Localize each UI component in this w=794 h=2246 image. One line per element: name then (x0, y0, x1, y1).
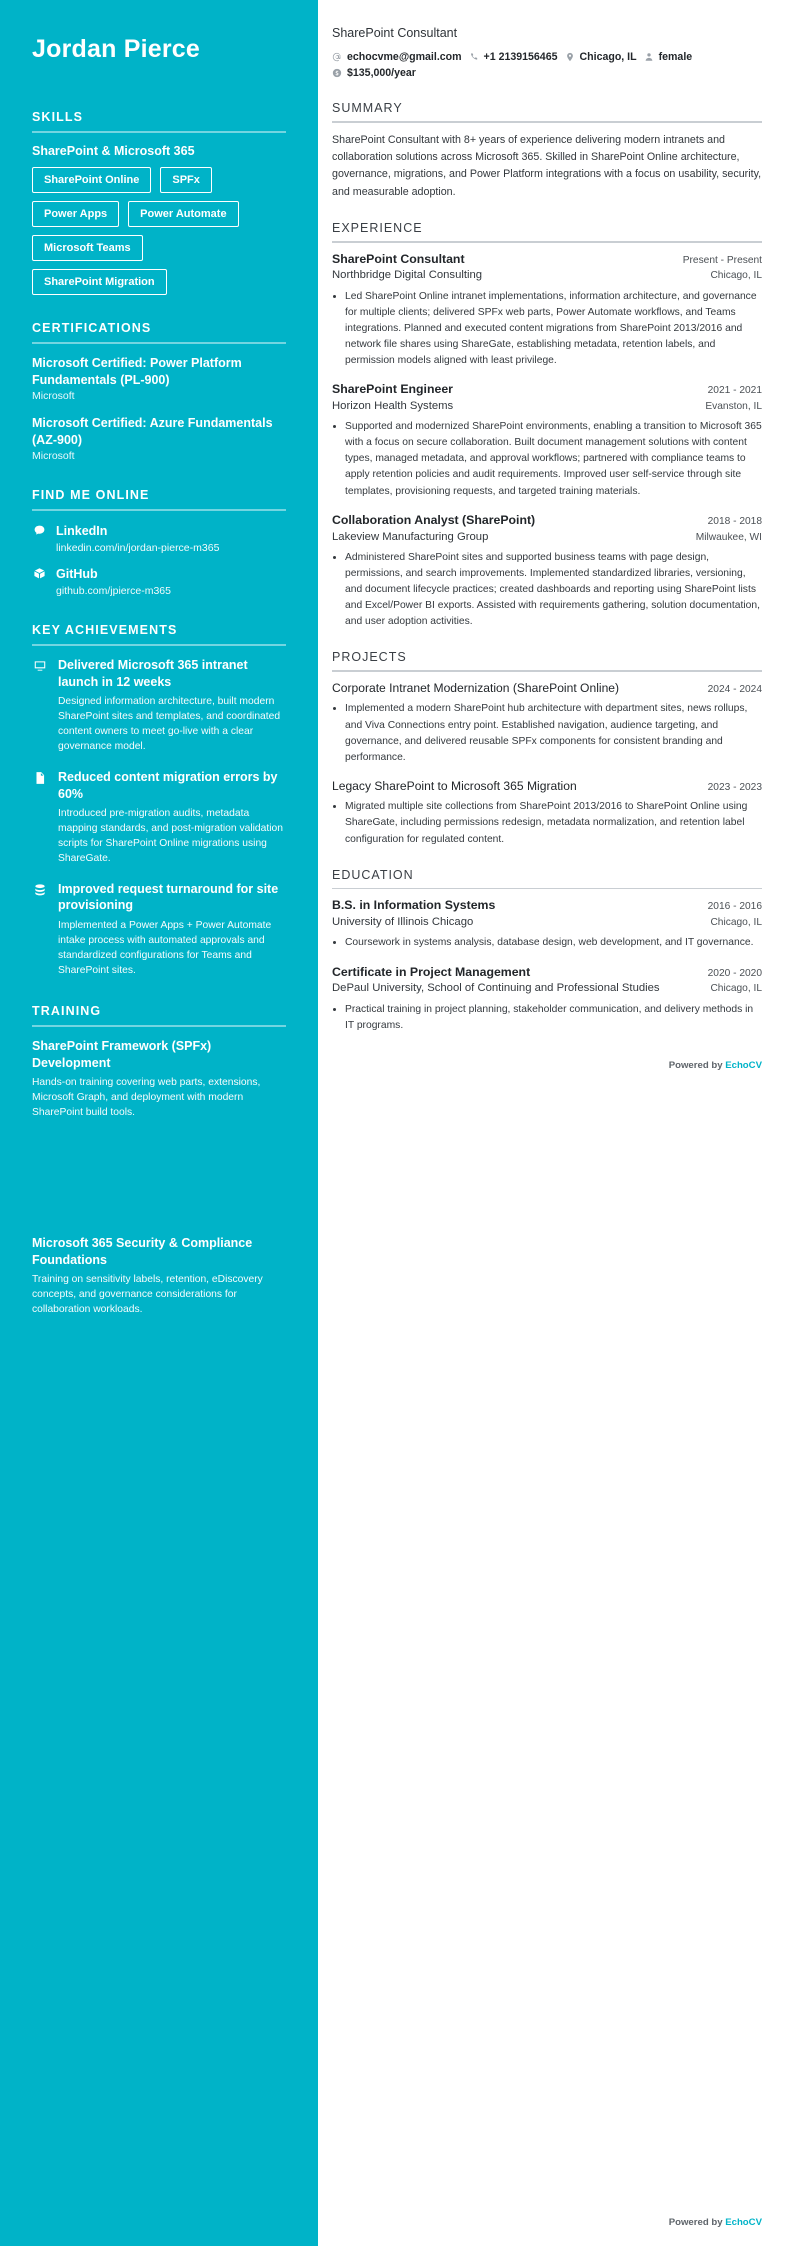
certification-name: Microsoft Certified: Power Platform Fundamentals (PL-900) (32, 356, 242, 387)
entry-title: SharePoint Engineer (332, 382, 453, 397)
phone-icon (469, 52, 479, 62)
education-heading: EDUCATION (332, 867, 414, 882)
achievement-description: Implemented a Power Apps + Power Automate intake process with automated approvals and standardized configurations for Teams and SharePoint sites. (58, 919, 272, 976)
entry-organization: Lakeview Manufacturing Group (332, 530, 489, 543)
bullet: • Implemented a modern SharePoint hub architecture with department sites, news rollups, and Viva Connections entry point. Established navigation, audience targeting, and governance, and delivered reusable SPFx components for consistent branding and performance. (345, 701, 762, 765)
divider (32, 131, 286, 133)
section-education (332, 868, 762, 1034)
certification-name: Microsoft Certified: Azure Fundamentals (AZ-900) (32, 416, 273, 447)
contact-value: +1 2139156465 (483, 51, 558, 63)
link-text-block (56, 565, 171, 597)
main-content (318, 0, 794, 2246)
linkedin-chat-icon (32, 524, 47, 537)
entry-title: Legacy SharePoint to Microsoft 365 Migration (332, 778, 577, 793)
achievement-item (32, 881, 286, 979)
headline-job-title: SharePoint Consultant (332, 26, 458, 40)
bullet: • Led SharePoint Online intranet implementations, information architecture, and governance for multiple clients; delivered SPFx web parts, Power Automate workflows, and Teams integrations. Planned and executed content migrations from SharePoint 2013/2016 and network file shares using ShareGate, establishing metadata, retention labels, and permission models aligned with least privilege. (345, 289, 762, 369)
entry-bullets (332, 289, 762, 369)
skill-group-title: SharePoint & Microsoft 365 (32, 144, 195, 158)
link-label: LinkedIn (56, 524, 108, 539)
experience-entry (332, 382, 762, 500)
achievement-text-block (58, 769, 286, 867)
contact-value: female (658, 51, 693, 63)
bullet: • Administered SharePoint sites and supported business teams with page design, permissions, and search improvements. Implemented standardized libraries, versioning, and document lifecycle practices; created dashboards and reporting using SharePoint lists and Excel/Power BI exports. Assisted with requirements gathering, solution documentation, and user adoption activities. (345, 550, 762, 630)
achievement-title: Delivered Microsoft 365 intranet launch in 12 weeks (58, 658, 248, 689)
entry-date: 2021 - 2021 (707, 385, 762, 397)
entry-organization: Horizon Health Systems (332, 400, 454, 413)
powered-by-brand: EchoCV (725, 1059, 762, 1071)
entry-sub (332, 399, 762, 414)
entry-head (332, 252, 762, 268)
project-entry (332, 779, 762, 848)
entry-organization: DePaul University, School of Continuing and Professional Studies (332, 982, 660, 995)
training-title: Microsoft 365 Security & Compliance Foundations (32, 1236, 253, 1267)
page-footer-powered-by (669, 2217, 762, 2228)
achievement-description: Introduced pre-migration audits, metadata mapping standards, and post-migration validation scripts for SharePoint Online migrations using ShareGate. (58, 808, 283, 864)
training-item (32, 1038, 286, 1121)
link-item-linkedin[interactable] (32, 522, 286, 554)
projects-heading: PROJECTS (332, 650, 407, 665)
achievement-title: Improved request turnaround for site provisioning (58, 881, 279, 913)
entry-head (332, 382, 762, 398)
certification-issuer: Microsoft (32, 390, 75, 403)
divider (32, 342, 286, 344)
candidate-name: Jordan Pierce (32, 35, 200, 63)
entry-title: Collaboration Analyst (SharePoint) (332, 512, 536, 527)
database-icon (32, 883, 48, 979)
sidebar (0, 0, 318, 2246)
contact-value: Chicago, IL (579, 51, 637, 63)
bullet: • Practical training in project planning, stakeholder communication, and delivery methods in IT programs. (345, 1002, 762, 1034)
contact-value: $135,000/year (347, 67, 416, 79)
training-item (32, 1235, 286, 1318)
sidebar-section-skills (32, 110, 286, 295)
entry-head (332, 965, 762, 981)
experience-heading: EXPERIENCE (332, 220, 423, 235)
powered-by-prefix: Powered by (668, 1059, 726, 1071)
powered-by-note (332, 1060, 762, 1071)
education-entry (332, 965, 762, 1034)
education-entry (332, 898, 762, 951)
contact-value: echocvme@gmail.com (347, 51, 462, 63)
certifications-heading: CERTIFICATIONS (32, 321, 152, 336)
section-experience (332, 221, 762, 630)
entry-title: B.S. in Information Systems (332, 898, 496, 913)
contact-phone[interactable] (469, 51, 558, 63)
file-document-icon (32, 771, 48, 867)
entry-location: Chicago, IL (710, 917, 762, 929)
salary-icon (332, 68, 342, 78)
entry-date: 2016 - 2016 (707, 901, 762, 913)
powered-by-prefix: Powered by (668, 2217, 726, 2228)
sidebar-section-find-me-online (32, 488, 286, 597)
link-item-github[interactable] (32, 565, 286, 597)
entry-location: Evanston, IL (705, 401, 762, 413)
achievement-item (32, 769, 286, 867)
entry-bullets (332, 701, 762, 765)
training-description: Hands-on training covering web parts, extensions, Microsoft Graph, and deployment with modern SharePoint build tools. (32, 1077, 261, 1119)
skill-chip: Microsoft Teams (32, 235, 143, 261)
divider (32, 1025, 286, 1027)
training-description: Training on sensitivity labels, retention, eDiscovery concepts, and governance considerations for collaboration workloads. (32, 1274, 263, 1316)
entry-bullets (332, 935, 762, 951)
entry-location: Chicago, IL (710, 983, 762, 995)
entry-date: 2020 - 2020 (707, 967, 762, 979)
entry-location: Chicago, IL (710, 270, 762, 282)
github-box-icon (32, 567, 47, 580)
experience-entry (332, 252, 762, 370)
email-icon (332, 52, 342, 62)
entry-date: 2018 - 2018 (707, 515, 762, 527)
contact-salary (332, 67, 762, 79)
divider (32, 644, 286, 646)
certification-item (32, 415, 286, 462)
key-achievements-heading: KEY ACHIEVEMENTS (32, 623, 178, 638)
entry-bullets (332, 550, 762, 630)
entry-sub (332, 268, 762, 283)
link-url: github.com/jpierce-m365 (56, 585, 171, 598)
certification-issuer: Microsoft (32, 450, 75, 463)
entry-bullets (332, 799, 762, 847)
skill-chip: SharePoint Migration (32, 269, 167, 295)
training-spacer (32, 1139, 286, 1235)
skills-heading: SKILLS (32, 110, 84, 124)
certification-item (32, 355, 286, 402)
find-me-online-heading: FIND ME ONLINE (32, 488, 150, 503)
section-projects (332, 650, 762, 847)
divider (332, 670, 762, 672)
divider (332, 121, 762, 123)
achievement-text-block (58, 881, 286, 979)
entry-sub (332, 915, 762, 930)
entry-title: Corporate Intranet Modernization (SharePoint Online) (332, 680, 620, 695)
skill-chip: SPFx (160, 167, 212, 193)
bullet: • Supported and modernized SharePoint environments, enabling a transition to Microsoft 365 with a focus on secure collaboration. Built document management solutions with content types, managed metadata, and approval workflows; partnered with compliance teams to apply retention policies and audit requirements. Improved user self-service through site templates, provisioning requests, and targeted training materials. (345, 419, 762, 499)
divider (32, 509, 286, 511)
achievement-description: Designed information architecture, built modern SharePoint sites and templates, and coordinated content owners to meet go-live with a clear governance model. (58, 696, 281, 753)
bullet: • Migrated multiple site collections from SharePoint 2013/2016 to SharePoint Online using ShareGate, including permissions redesign, metadata normalization, and retention label configuration for regulated content. (345, 799, 762, 847)
section-summary (332, 101, 762, 201)
entry-organization: University of Illinois Chicago (332, 916, 474, 929)
contact-gender (644, 51, 693, 63)
entry-bullets (332, 1002, 762, 1034)
contact-info (332, 51, 762, 79)
summary-text: SharePoint Consultant with 8+ years of experience delivering modern intranets and collaboration solutions across Microsoft 365. Skilled in SharePoint Online architecture, governance, migrations, and Power Platform integrations with a focus on usability, security, and measurable adoption. (332, 133, 762, 198)
sidebar-section-key-achievements (32, 623, 286, 978)
entry-date: 2023 - 2023 (707, 781, 762, 793)
person-icon (644, 52, 654, 62)
contact-email[interactable] (332, 51, 462, 63)
bullet: • Coursework in systems analysis, database design, web development, and IT governance. (345, 935, 762, 951)
project-entry (332, 681, 762, 766)
sidebar-section-certifications (32, 321, 286, 462)
training-title: SharePoint Framework (SPFx) Development (32, 1039, 212, 1070)
entry-sub (332, 981, 762, 996)
divider (332, 888, 762, 890)
entry-head (332, 513, 762, 529)
experience-entry (332, 513, 762, 631)
achievement-title: Reduced content migration errors by 60% (58, 770, 278, 801)
location-pin-icon (565, 52, 575, 62)
achievement-item (32, 657, 286, 755)
entry-head (332, 779, 762, 795)
entry-date: 2024 - 2024 (707, 683, 762, 695)
skill-chip-list (32, 167, 286, 295)
entry-location: Milwaukee, WI (695, 531, 762, 543)
entry-head (332, 681, 762, 697)
skill-chip: Power Apps (32, 201, 119, 227)
link-url: linkedin.com/in/jordan-pierce-m365 (56, 542, 220, 555)
link-text-block (56, 522, 219, 554)
contact-location (565, 51, 637, 63)
monitor-icon (32, 659, 48, 755)
entry-sub (332, 530, 762, 545)
divider (332, 241, 762, 243)
entry-date: Present - Present (682, 254, 762, 266)
entry-title: Certificate in Project Management (332, 964, 531, 979)
link-label: GitHub (56, 567, 98, 582)
skill-chip: Power Automate (128, 201, 238, 227)
summary-heading: SUMMARY (332, 101, 403, 115)
entry-head (332, 898, 762, 914)
entry-organization: Northbridge Digital Consulting (332, 269, 483, 282)
sidebar-section-training (32, 1004, 286, 1318)
achievement-text-block (58, 657, 286, 755)
entry-title: SharePoint Consultant (332, 251, 465, 266)
skill-chip: SharePoint Online (32, 167, 151, 193)
training-heading: TRAINING (32, 1004, 102, 1019)
entry-bullets (332, 419, 762, 499)
powered-by-brand: EchoCV (725, 2217, 762, 2228)
